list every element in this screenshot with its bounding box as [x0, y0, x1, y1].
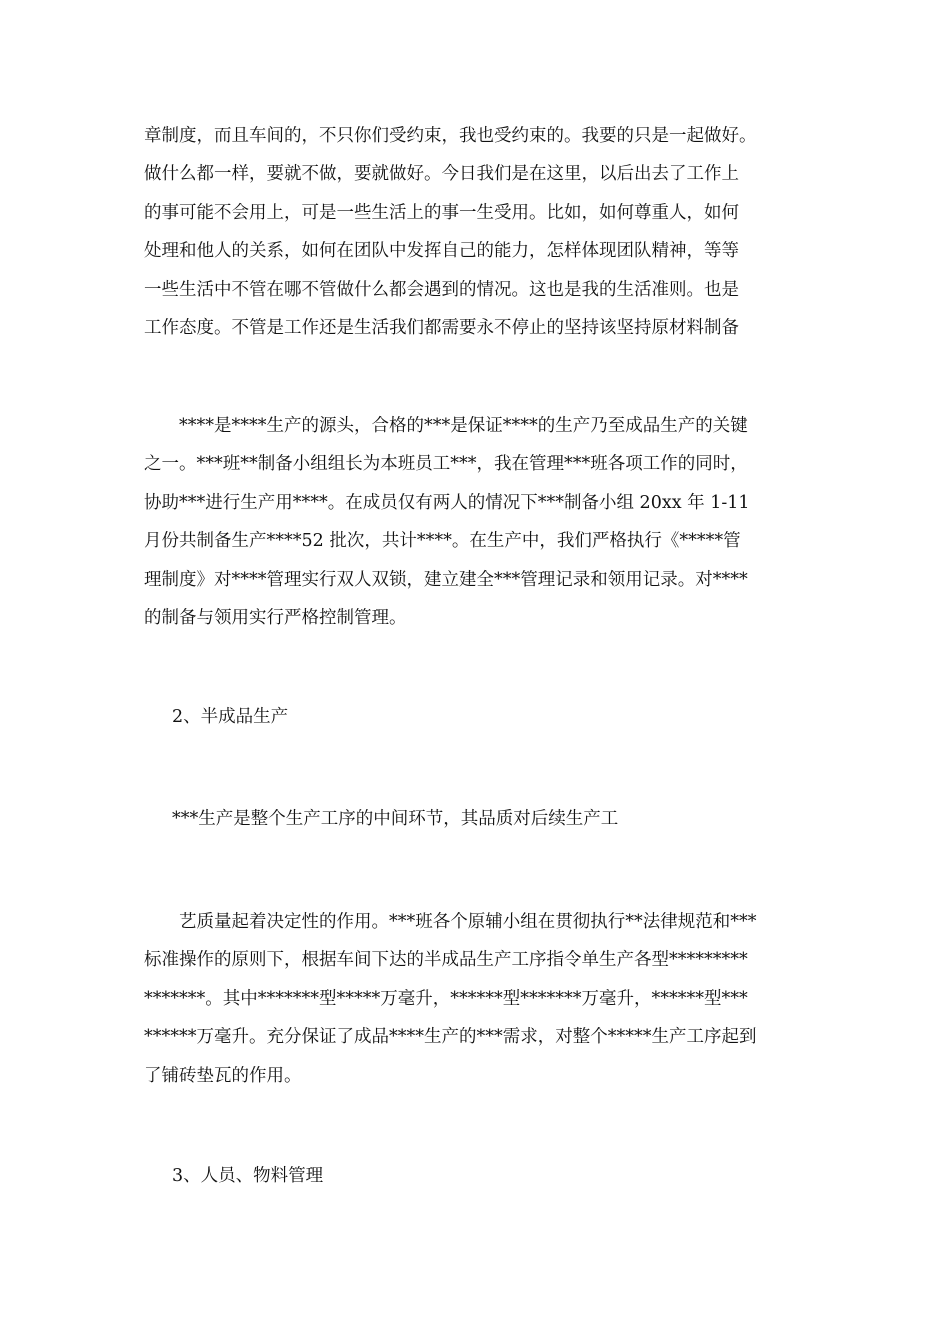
- text-line: ******万毫升。充分保证了成品****生产的***需求，对整个*****生产工序起到: [144, 1027, 757, 1048]
- text-line: 章制度，而且车间的，不只你们受约束，我也受约束的。我要的只是一起做好。: [144, 126, 757, 146]
- section-heading-personnel-materials: 3、人员、物料管理: [172, 1166, 324, 1186]
- text-line: 艺质量起着决定性的作用。***班各个原辅小组在贯彻执行**法律规范和***: [144, 912, 757, 932]
- text-line: 做什么都一样，要就不做，要就做好。今日我们是在这里，以后出去了工作上: [144, 164, 739, 185]
- text-line: 月份共制备生产****52 批次，共计****。在生产中，我们严格执行《*****管: [144, 531, 741, 552]
- text-line: 了铺砖垫瓦的作用。: [144, 1065, 302, 1086]
- text-line: 处理和他人的关系，如何在团队中发挥自己的能力，怎样体现团队精神，等等: [144, 241, 739, 262]
- text-line: ****是****生产的源头，合格的***是保证****的生产乃至成品生产的关键: [144, 416, 748, 436]
- text-line: 标准操作的原则下，根据车间下达的半成品生产工序指令单生产各型*********: [144, 950, 748, 971]
- text-line: 的事可能不会用上，可是一些生活上的事一生受用。比如，如何尊重人，如何: [144, 202, 739, 223]
- text-line: 一些生活中不管在哪不管做什么都会遇到的情况。这也是我的生活准则。也是: [144, 279, 739, 300]
- paragraph-semi-finished-intro: [172, 800, 842, 838]
- paragraph-semi-finished-detail: [144, 903, 814, 1095]
- paragraph-work-attitude: [144, 117, 814, 347]
- text-line: 的制备与领用实行严格控制管理。: [144, 607, 407, 628]
- text-line: ***生产是整个生产工序的中间环节，其品质对后续生产工: [172, 809, 619, 829]
- paragraph-raw-material-prep: [144, 407, 814, 637]
- text-line: 工作态度。不管是工作还是生活我们都需要永不停止的坚持该坚持原材料制备: [144, 317, 739, 338]
- text-line: *******。其中*******型*****万毫升，******型*******万毫升，******型***: [144, 988, 748, 1009]
- text-line: 之一。***班**制备小组组长为本班员工***，我在管理***班各项工作的同时，: [144, 454, 748, 475]
- text-line: 理制度》对****管理实行双人双锁，建立建全***管理记录和领用记录。对****: [144, 569, 748, 590]
- text-line: 协助***进行生产用****。在成员仅有两人的情况下***制备小组 20xx 年 1-11: [144, 492, 750, 513]
- section-heading-semi-finished: 2、半成品生产: [172, 707, 289, 727]
